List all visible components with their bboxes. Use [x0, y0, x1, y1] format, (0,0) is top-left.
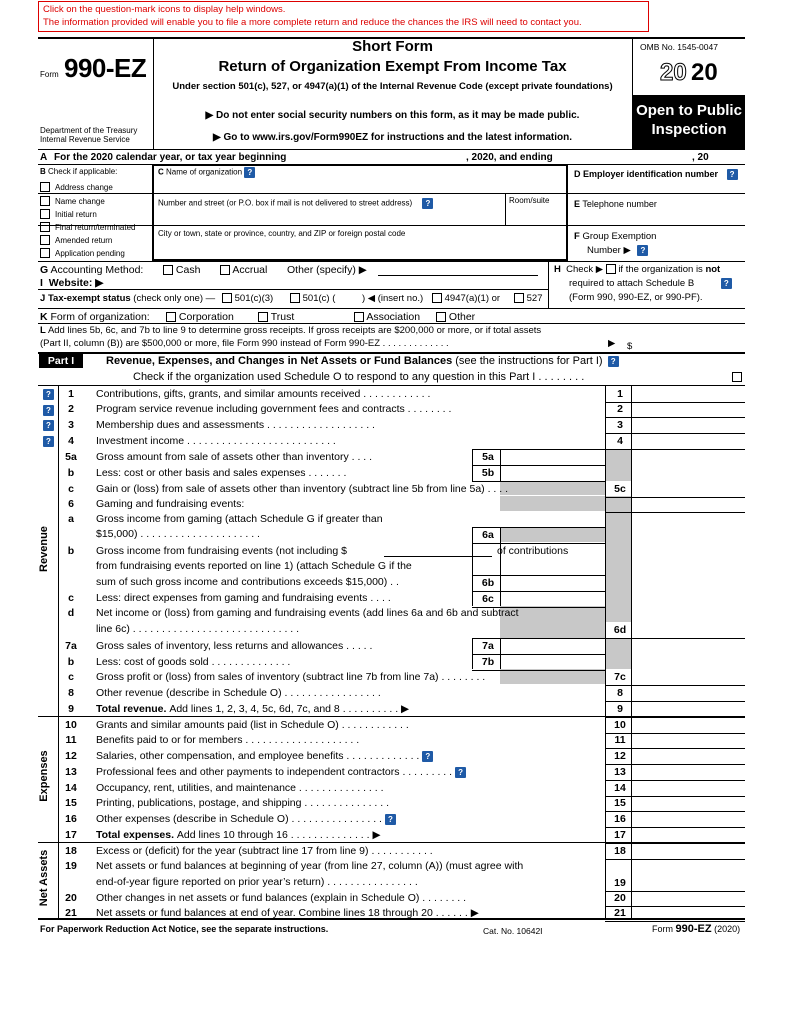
city-label: City or town, state or province, country, and ZIP or foreign postal code: [158, 229, 406, 238]
b-item-label: Amended return: [55, 236, 113, 245]
line-box-label: 20: [614, 892, 626, 904]
footer-form: Form 990-EZ (2020): [652, 923, 741, 935]
line-text-2: from fundraising events reported on line 1) (attach Schedule G if the: [96, 560, 412, 572]
line-box-label: 9: [617, 703, 623, 715]
b-checkbox[interactable]: [40, 248, 50, 258]
other-method-field[interactable]: [378, 275, 538, 276]
line-number: c: [68, 592, 74, 604]
dept-treasury: Department of the Treasury: [40, 126, 138, 135]
omb-number: OMB No. 1545-0047: [640, 42, 718, 52]
line-text-3: sum of such gross income and contributions exceeds $15,000) . .: [96, 576, 399, 588]
subline-box-label: 5a: [482, 451, 494, 463]
dept-irs: Internal Revenue Service: [40, 135, 130, 144]
line-box-label: 18: [614, 845, 626, 857]
line-text: Net assets or fund balances at beginning of year (from line 27, column (A)) (must agree with: [96, 860, 524, 872]
gross-receipts-1: L Add lines 5b, 6c, and 7b to line 9 to determine gross receipts. If gross receipts are $200,000 or more, or if total assets: [40, 325, 542, 336]
line-text: Printing, publications, postage, and shipping . . . . . . . . . . . . . . .: [96, 797, 390, 809]
schedule-b-text: required to attach Schedule B ?: [569, 277, 732, 291]
form-of-org: K Form of organization:: [40, 311, 150, 323]
line-number: 10: [65, 719, 77, 731]
group-exemption-label: F Group Exemption: [574, 231, 657, 242]
line-number: 20: [65, 892, 77, 904]
line-box-label: 13: [614, 766, 626, 778]
title-short-form: Short Form: [352, 38, 433, 55]
b-checkbox[interactable]: [40, 235, 50, 245]
line-text: Excess or (deficit) for the year (subtract line 17 from line 9) . . . . . . . . . . .: [96, 845, 433, 857]
subline-box-label: 6b: [481, 577, 495, 589]
open-public-1: Open to Public: [636, 102, 742, 119]
status-insert-no: ) ◀ (insert no.): [362, 293, 424, 304]
org-association[interactable]: Association: [354, 310, 420, 324]
c-label: C Name of organization ?: [158, 167, 255, 178]
line-text-2: end-of-year figure reported on prior year’s return) . . . . . . . . . . . . . . . .: [96, 876, 418, 888]
line-number: 1: [68, 388, 74, 400]
schedule-b-forms: (Form 990, 990-EZ, or 990-PF).: [569, 292, 703, 303]
b-checkbox[interactable]: [40, 222, 50, 232]
line-text: Professional fees and other payments to independent contractors . . . . . . . . . ?: [96, 765, 466, 779]
line-text: Gross sales of inventory, less returns and allowances . . . . .: [96, 640, 373, 652]
line-number: 2: [68, 403, 74, 415]
side-revenue: Revenue: [38, 526, 50, 572]
b-item-label: Final return/terminated: [55, 223, 136, 232]
line-number: 5a: [65, 451, 77, 463]
help-icon[interactable]: ?: [727, 169, 738, 180]
help-icon[interactable]: ?: [43, 389, 54, 400]
line-number: a: [68, 513, 74, 525]
line-text: Gain or (loss) from sale of assets other than inventory (subtract line 5b from line 5a) . . . .: [96, 483, 509, 495]
schedule-o-checkbox[interactable]: [732, 372, 742, 382]
schedule-o-check-text: Check if the organization used Schedule O to respond to any question in this Part I . . . . . . . .: [133, 371, 585, 383]
line-number: 19: [65, 860, 77, 872]
line-text: Salaries, other compensation, and employee benefits . . . . . . . . . . . . . ?: [96, 749, 433, 763]
line-text: Total expenses. Add lines 10 through 16 . . . . . . . . . . . . . . ▶: [96, 829, 381, 841]
group-exemption-number: Number ▶ ?: [587, 244, 648, 258]
help-icon[interactable]: ?: [244, 167, 255, 178]
b-item-label: Name change: [55, 197, 105, 206]
accounting-method: G Accounting Method:: [40, 264, 144, 276]
subline-box-label: 7b: [481, 656, 495, 668]
room-suite-label: Room/suite: [509, 196, 550, 205]
line-text: Benefits paid to or for members . . . . . . . . . . . . . . . . . . . .: [96, 734, 360, 746]
line-text: Other revenue (describe in Schedule O) . . . . . . . . . . . . . . . . .: [96, 687, 381, 699]
line-number: 4: [68, 435, 74, 447]
line-number: 7a: [65, 640, 77, 652]
instructions-link[interactable]: ▶ Go to www.irs.gov/Form990EZ for instructions and the latest information.: [212, 132, 573, 143]
line-box-label: 8: [617, 687, 623, 699]
footer-cat: Cat. No. 10642I: [483, 926, 543, 936]
year-bold: 20: [691, 59, 718, 86]
subline-box-label: 6c: [482, 593, 494, 605]
line-number: 8: [68, 687, 74, 699]
tax-exempt-status: J Tax-exempt status (check only one) —: [40, 293, 216, 304]
b-item-label: Initial return: [55, 210, 97, 219]
part1-title: Revenue, Expenses, and Changes in Net Assets or Fund Balances (see the instructions for Part I) ?: [106, 354, 619, 368]
line-text: of contributions: [497, 545, 569, 557]
help-icon[interactable]: ?: [43, 405, 54, 416]
help-icon[interactable]: ?: [43, 420, 54, 431]
subline-box-label: 6a: [482, 529, 494, 541]
ssn-warning: ▶ Do not enter social security numbers on this form, as it may be made public.: [205, 110, 580, 121]
line-box-label: 14: [614, 782, 626, 794]
row-a-label: A: [40, 152, 48, 163]
org-trust[interactable]: Trust: [258, 310, 294, 324]
street-label: Number and street (or P.O. box if mail is not delivered to street address) ?: [158, 198, 433, 209]
line-text: Gross profit or (loss) from sales of inventory (subtract line 7b from line 7a) . . . . . . . .: [96, 671, 486, 683]
line-box-label: 12: [614, 750, 626, 762]
b-checkbox[interactable]: [40, 196, 50, 206]
part1-tag: Part I: [39, 354, 83, 368]
line-number: b: [67, 467, 75, 479]
line-text: Gaming and fundraising events:: [96, 498, 245, 510]
line-number: 18: [65, 845, 77, 857]
line-box-label: 6d: [613, 624, 627, 636]
row-a-text: For the 2020 calendar year, or tax year beginning: [54, 152, 287, 163]
line-text: Less: cost or other basis and sales expenses . . . . . . .: [96, 467, 347, 479]
line-box-label: 7c: [614, 671, 626, 683]
line-box-label: 5c: [614, 483, 626, 495]
line-number: b: [67, 545, 75, 557]
line-number: c: [68, 671, 74, 683]
line-box-label: 4: [617, 435, 623, 447]
line-text: Membership dues and assessments . . . . . . . . . . . . . . . . . . .: [96, 419, 375, 431]
b-checkbox[interactable]: [40, 209, 50, 219]
line-box-label: 1: [617, 388, 623, 400]
gross-receipts-2: (Part II, column (B)) are $500,000 or more, file Form 990 instead of Form 990-EZ . . . . . . . . . . . . .: [40, 338, 449, 349]
line-text: Less: cost of goods sold . . . . . . . . . . . . . .: [96, 656, 291, 668]
gross-receipts-arrow: ▶: [608, 338, 616, 349]
line-number: d: [67, 607, 75, 619]
line-box-label: 3: [617, 419, 623, 431]
accrual-option[interactable]: Accrual: [220, 263, 267, 277]
row-a-end: , 20: [692, 152, 709, 163]
form-subtitle: Under section 501(c), 527, or 4947(a)(1) of the Internal Revenue Code (except private foundations): [172, 81, 613, 92]
line-text-2: $15,000) . . . . . . . . . . . . . . . . . . . . .: [96, 528, 260, 540]
status-527[interactable]: 527: [514, 292, 543, 306]
line-text-2: line 6c) . . . . . . . . . . . . . . . . . . . . . . . . . . . . .: [96, 623, 300, 635]
line-box-label: 10: [614, 719, 626, 731]
line-box-label: 16: [614, 813, 626, 825]
line-text: Gross income from gaming (attach Schedule G if greater than: [96, 513, 383, 525]
cash-option[interactable]: Cash: [163, 263, 200, 277]
line-text: Total revenue. Add lines 1, 2, 3, 4, 5c, 6d, 7c, and 8 . . . . . . . . . . ▶: [96, 703, 410, 715]
line-box-label: 17: [614, 829, 626, 841]
form-title: Return of Organization Exempt From Income Tax: [218, 58, 567, 75]
form-label: Form: [40, 70, 59, 79]
org-corporation[interactable]: Corporation: [166, 310, 234, 324]
line-box-label: 11: [614, 734, 626, 746]
line-text: Net assets or fund balances at end of year. Combine lines 18 through 20 . . . . . . ▶: [96, 907, 479, 919]
line-text: Less: direct expenses from gaming and fundraising events . . . .: [96, 592, 391, 604]
other-method-label: Other (specify) ▶: [287, 264, 367, 276]
line-text: Gross income from fundraising events (not including $: [96, 545, 347, 557]
open-public-2: Inspection: [651, 121, 727, 138]
line-box-label: 21: [614, 907, 626, 919]
help-icon[interactable]: ?: [43, 436, 54, 447]
status-4947[interactable]: 4947(a)(1) or: [432, 292, 500, 306]
line-number: 3: [68, 419, 74, 431]
row-a-mid: , 2020, and ending: [466, 152, 553, 163]
side-expenses: Expenses: [38, 750, 50, 802]
ein-label: D Employer identification number ?: [574, 167, 738, 181]
phone-label: E Telephone number: [574, 199, 657, 209]
year-outline: 20: [660, 59, 687, 86]
line-box-label: 15: [614, 797, 626, 809]
notice-line-1: Click on the question-mark icons to display help windows.: [43, 4, 286, 15]
help-icon[interactable]: ?: [637, 245, 648, 256]
line-text: Gross amount from sale of assets other than inventory . . . .: [96, 451, 373, 463]
line-number: 16: [65, 813, 77, 825]
line-number: 14: [65, 782, 77, 794]
help-icon[interactable]: ?: [385, 814, 396, 825]
schedule-b-check[interactable]: H Check ▶ if the organization is not: [554, 264, 721, 275]
line-text: Other changes in net assets or fund balances (explain in Schedule O) . . . . . . . .: [96, 892, 467, 904]
help-icon[interactable]: ?: [608, 356, 619, 367]
status-501c[interactable]: 501(c) (: [290, 292, 335, 306]
line-text: Investment income . . . . . . . . . . . . . . . . . . . . . . . . . .: [96, 435, 336, 447]
help-icon[interactable]: ?: [455, 767, 466, 778]
help-notice: [38, 1, 649, 32]
line-number: 15: [65, 797, 77, 809]
line-number: 12: [65, 750, 77, 762]
subline-box-label: 7a: [482, 640, 494, 652]
subline-box-label: 5b: [481, 467, 495, 479]
status-501c3[interactable]: 501(c)(3): [222, 292, 273, 306]
line-text: Net income or (loss) from gaming and fundraising events (add lines 6a and 6b and subtract: [96, 607, 519, 619]
line-box-label: 2: [617, 403, 623, 415]
line-number: 9: [68, 703, 74, 715]
check-applicable: B Check if applicable:: [40, 167, 118, 176]
org-other[interactable]: Other: [436, 310, 475, 324]
gross-receipts-dollar: $: [627, 341, 633, 352]
website-label: I Website: ▶: [40, 277, 104, 289]
line-number: 11: [65, 734, 77, 746]
line-number: 6: [68, 498, 74, 510]
line-box-label: 19: [614, 877, 626, 889]
line-text: Occupancy, rent, utilities, and maintenance . . . . . . . . . . . . . . .: [96, 782, 384, 794]
line-number: 13: [65, 766, 77, 778]
footer-paperwork: For Paperwork Reduction Act Notice, see the separate instructions.: [40, 924, 329, 934]
line-number: 17: [65, 829, 77, 841]
side-net-assets: Net Assets: [38, 849, 50, 907]
line-number: b: [67, 656, 75, 668]
line-text: Contributions, gifts, grants, and similar amounts received . . . . . . . . . . . .: [96, 388, 431, 400]
notice-line-2: The information provided will enable you to file a more complete return and reduce the chances the IRS will need to contact you.: [43, 17, 582, 28]
line-text: Program service revenue including government fees and contracts . . . . . . . .: [96, 403, 452, 415]
line-number: c: [68, 483, 74, 495]
b-item-label: Application pending: [55, 249, 125, 258]
help-icon[interactable]: ?: [422, 198, 433, 209]
line-text: Grants and similar amounts paid (list in Schedule O) . . . . . . . . . . . .: [96, 719, 409, 731]
line-number: 21: [65, 907, 77, 919]
help-icon[interactable]: ?: [721, 278, 732, 289]
form-number: 990-EZ: [64, 53, 147, 83]
b-item-label: Address change: [55, 183, 113, 192]
help-icon[interactable]: ?: [422, 751, 433, 762]
line-text: Other expenses (describe in Schedule O) . . . . . . . . . . . . . . . . ?: [96, 812, 396, 826]
b-checkbox[interactable]: [40, 182, 50, 192]
